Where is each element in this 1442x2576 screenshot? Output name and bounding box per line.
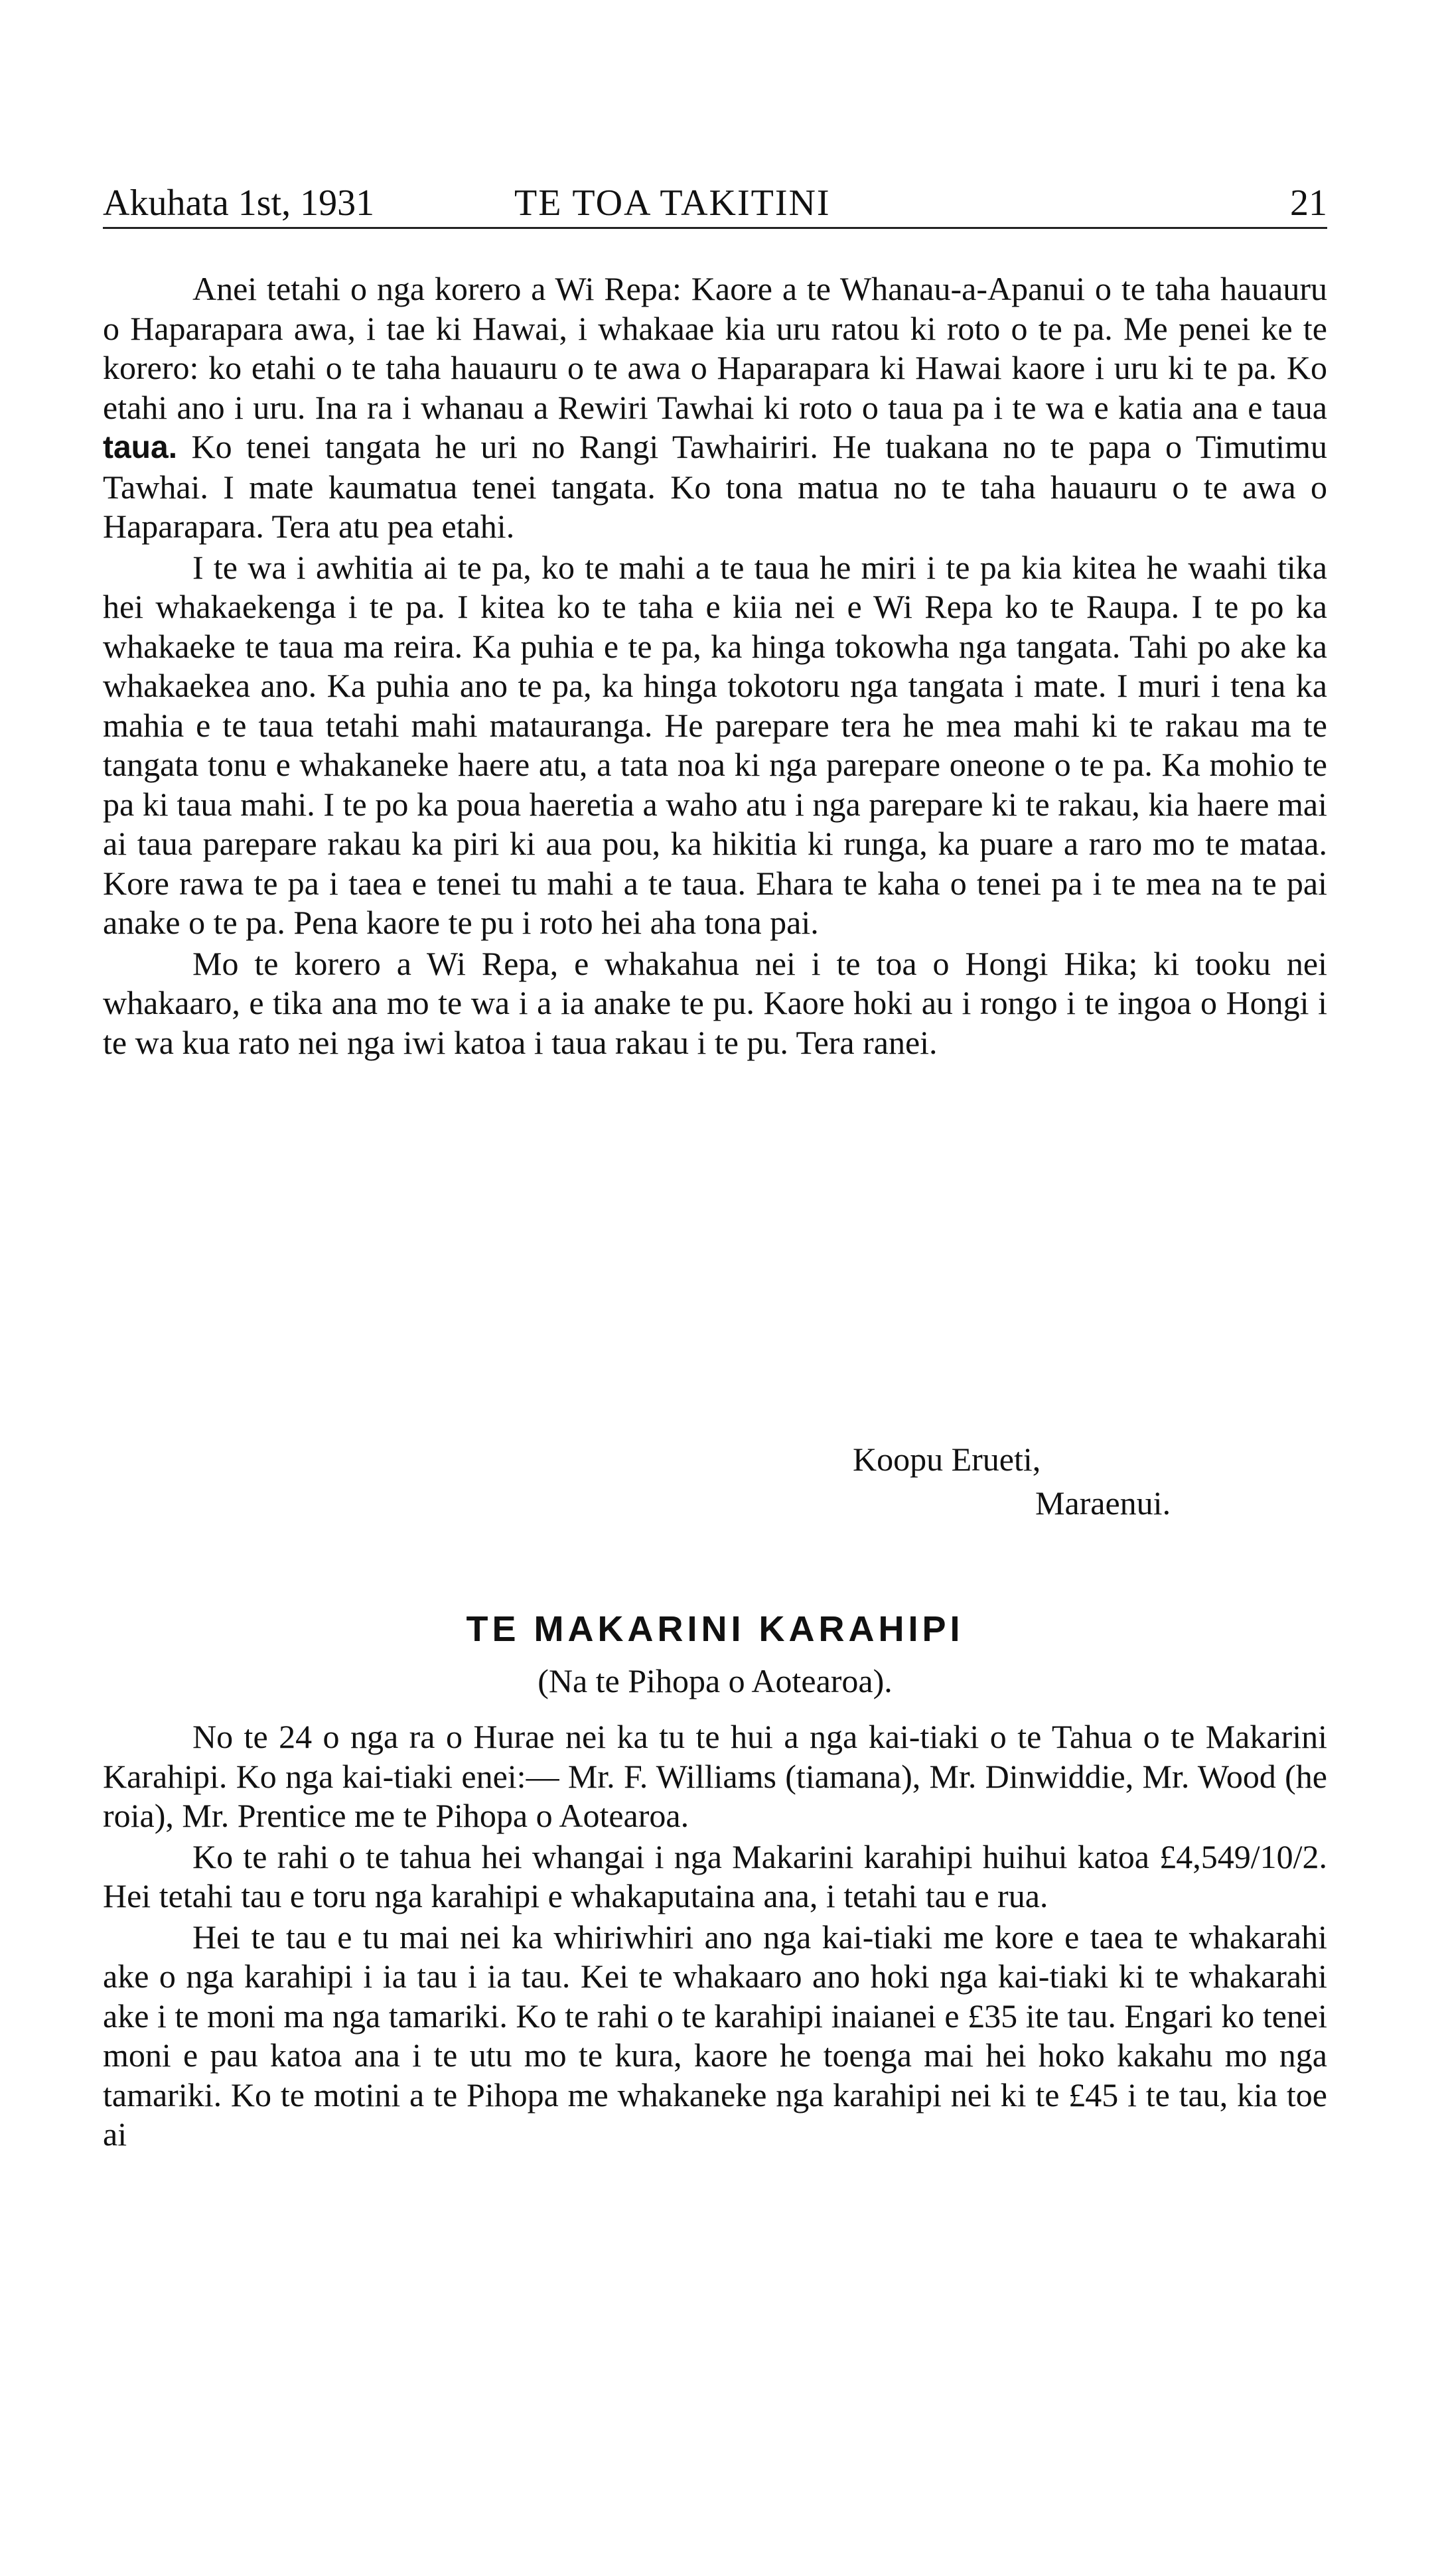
newspaper-page [103, 0, 1327, 2576]
letter-paragraph: I te wa i awhitia ai te pa, ko te mahi a te taua he miri i te pa kia kitea he waahi tika hei whakaekenga i te pa. I kitea ko te taha e kiia nei e Wi Repa ko te Raupa. I te po ka whakaeke te taua ma reira. Ka puhia e te pa, ka hinga tokowha nga tangata. Tahi po ake ka whakaekea ano. Ka puhia ano te pa, ka hinga tokotoru nga tangata i mate. I muri i tena ka mahia e te taua tetahi mahi matauranga. He parepare tera he mea mahi ki te rakau ma te tangata tonu e whakaneke haere atu, a tata noa ki nga parepare oneone o te pa. Ka mohio te pa ki taua mahi. I te po ka poua haeretia a waho atu i nga parepare ki te rakau, kia haere mai ai taua parepare rakau ka piri ki aua pou, ka hikitia ki runga, ka puare a raro mo te mataa. Kore rawa te pa i taea e tenei tu mahi a te taua. Ehara te kaha o tenei pa i te mea na te pai anake o te pa. Pena kaore te pu i roto hei aha tona pai. [103, 548, 1327, 941]
page-number: 21 [1290, 182, 1327, 224]
bold-word: taua. [103, 430, 178, 465]
article-paragraph: No te 24 o nga ra o Hurae nei ka tu te hui a nga kai-tiaki o te Tahua o te Makarini Karahipi. Ko nga kai-tiaki enei:— Mr. F. Williams (tiamana), Mr. Dinwiddie, Mr. Wood (he roia), Mr. Prentice me te Pihopa o Aotearoa. [103, 1718, 1327, 1834]
article-body [103, 1717, 1327, 2155]
letter-body [103, 269, 1327, 1062]
letter-paragraph: Mo te korero a Wi Repa, e whakahua nei i te toa o Hongi Hika; ki tooku nei whakaaro, e tika ana mo te wa i a ia anake te pu. Kaore hoki au i rongo i te ingoa o Hongi i te wa kua rato nei nga iwi katoa i taua rakau i te pu. Tera ranei. [103, 944, 1327, 1061]
article-title: TE MAKARINI KARAHIPI [466, 1609, 964, 1649]
paragraph-text: Ko tenei tangata he uri no Rangi Tawhairiri. He tuakana no te papa o Timutimu Tawhai. I mate kaumatua tenei tangata. Ko tona matua no te taha hauauru o te awa o Haparapara. Tera atu pea etahi. [103, 428, 1327, 545]
paragraph-text: Anei tetahi o nga korero a Wi Repa: Kaore a te Whanau-a-Apanui o te taha hauauru o Haparapara awa, i tae ki Hawai, i whakaae kia uru ratou ki roto o te pa. Me penei ke te korero: ko etahi o te taha hauauru o te awa o Haparapara ki Hawai kaore i uru ki te pa. Ko etahi ano i uru. Ina ra i whanau a Rewiri Tawhai ki roto o taua pa i te wa e katia ana e taua [103, 270, 1327, 426]
article-subtitle: (Na te Pihopa o Aotearoa). [538, 1662, 893, 1699]
signature-place: Maraenui. [1035, 1484, 1171, 1522]
issue-date: Akuhata 1st, 1931 [103, 182, 375, 224]
publication-title: TE TOA TAKITINI [514, 182, 831, 224]
article-paragraph: Hei te tau e tu mai nei ka whiriwhiri ano nga kai-tiaki me kore e taea te whakarahi ake o nga karahipi i ia tau i ia tau. Kei te whakaaro ano hoki nga kai-tiaki ki te whakarahi ake i te moni ma nga tamariki. Ko te rahi o te karahipi inaianei e £35 ite tau. Engari ko tenei moni e pau katoa ana i te utu mo te kura, kaore he toenga mai hei hoko kakahu mo nga tamariki. Ko te motini a te Pihopa me whakaneke nga karahipi nei ki te £45 i te tau, kia toe ai [103, 1918, 1327, 2153]
article-paragraph: Ko te rahi o te tahua hei whangai i nga Makarini karahipi huihui katoa £4,549/10/2. Hei tetahi tau e toru nga karahipi e whakaputaina ana, i tetahi tau e rua. [103, 1837, 1327, 1914]
running-head [103, 179, 1327, 229]
signature-name: Koopu Erueti, [853, 1441, 1041, 1478]
letter-paragraph [103, 269, 1327, 547]
